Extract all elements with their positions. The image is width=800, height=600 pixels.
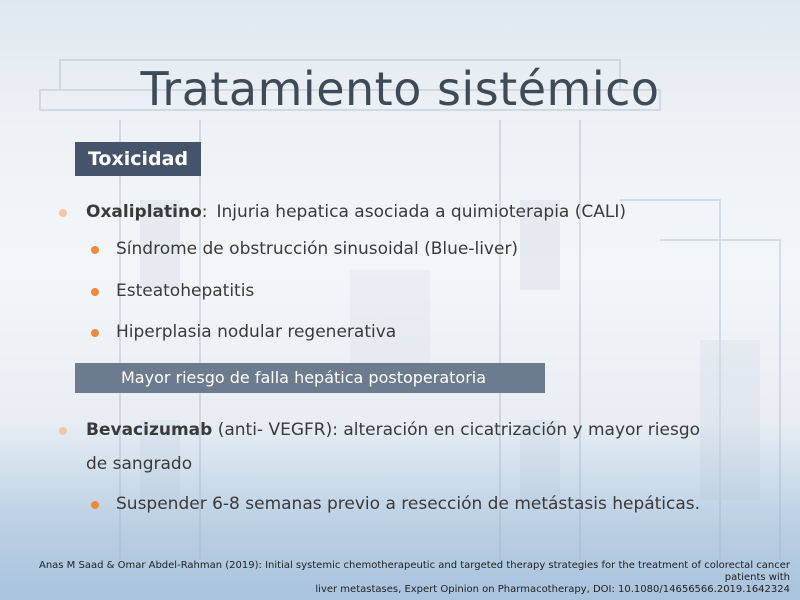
oxaliplatino-name: Oxaliplatino bbox=[86, 202, 202, 222]
section-tag: Toxicidad bbox=[75, 142, 201, 176]
sub-bullet-dot bbox=[91, 329, 99, 337]
oxaliplatino-text: Injuria hepatica asociada a quimioterapia (CALI) bbox=[216, 202, 626, 222]
bevacizumab-line bbox=[86, 420, 700, 440]
bevacizumab-text: (anti- VEGFR): alteración en cicatrización y mayor riesgo bbox=[212, 420, 701, 440]
citation-footer bbox=[10, 560, 790, 596]
oxaliplatino-line bbox=[86, 202, 626, 222]
highlight-text: Mayor riesgo de falla hepática postoperatoria bbox=[121, 368, 487, 387]
sub-bullet-dot bbox=[91, 246, 99, 254]
bullet-dot bbox=[59, 427, 67, 435]
bevacizumab-text-continued: de sangrado bbox=[86, 454, 193, 474]
slide-title: Tratamiento sistémico bbox=[140, 62, 660, 116]
bevacizumab-name: Bevacizumab bbox=[86, 420, 213, 440]
bevacizumab-subitem: Suspender 6-8 semanas previo a resección de metástasis hepáticas. bbox=[116, 494, 701, 514]
bullet-dot bbox=[59, 209, 67, 217]
sub-bullet-dot bbox=[91, 288, 99, 296]
sub-bullet-dot bbox=[91, 501, 99, 509]
highlight-box bbox=[75, 363, 545, 393]
oxaliplatino-subitem: Hiperplasia nodular regenerativa bbox=[116, 322, 397, 342]
citation-line: Anas M Saad & Omar Abdel-Rahman (2019): Initial systemic chemotherapeutic and targeted therapy strategies for the treatment of colorectal cancer patients with bbox=[38, 560, 790, 583]
oxaliplatino-subitem: Esteatohepatitis bbox=[116, 281, 255, 301]
citation-line: liver metastases, Expert Opinion on Pharmacotherapy, DOI: 10.1080/14656566.2019.1642324 bbox=[315, 584, 790, 595]
oxaliplatino-subitem: Síndrome de obstrucción sinusoidal (Blue-liver) bbox=[116, 239, 519, 259]
oxaliplatino-sep: : bbox=[201, 202, 208, 222]
